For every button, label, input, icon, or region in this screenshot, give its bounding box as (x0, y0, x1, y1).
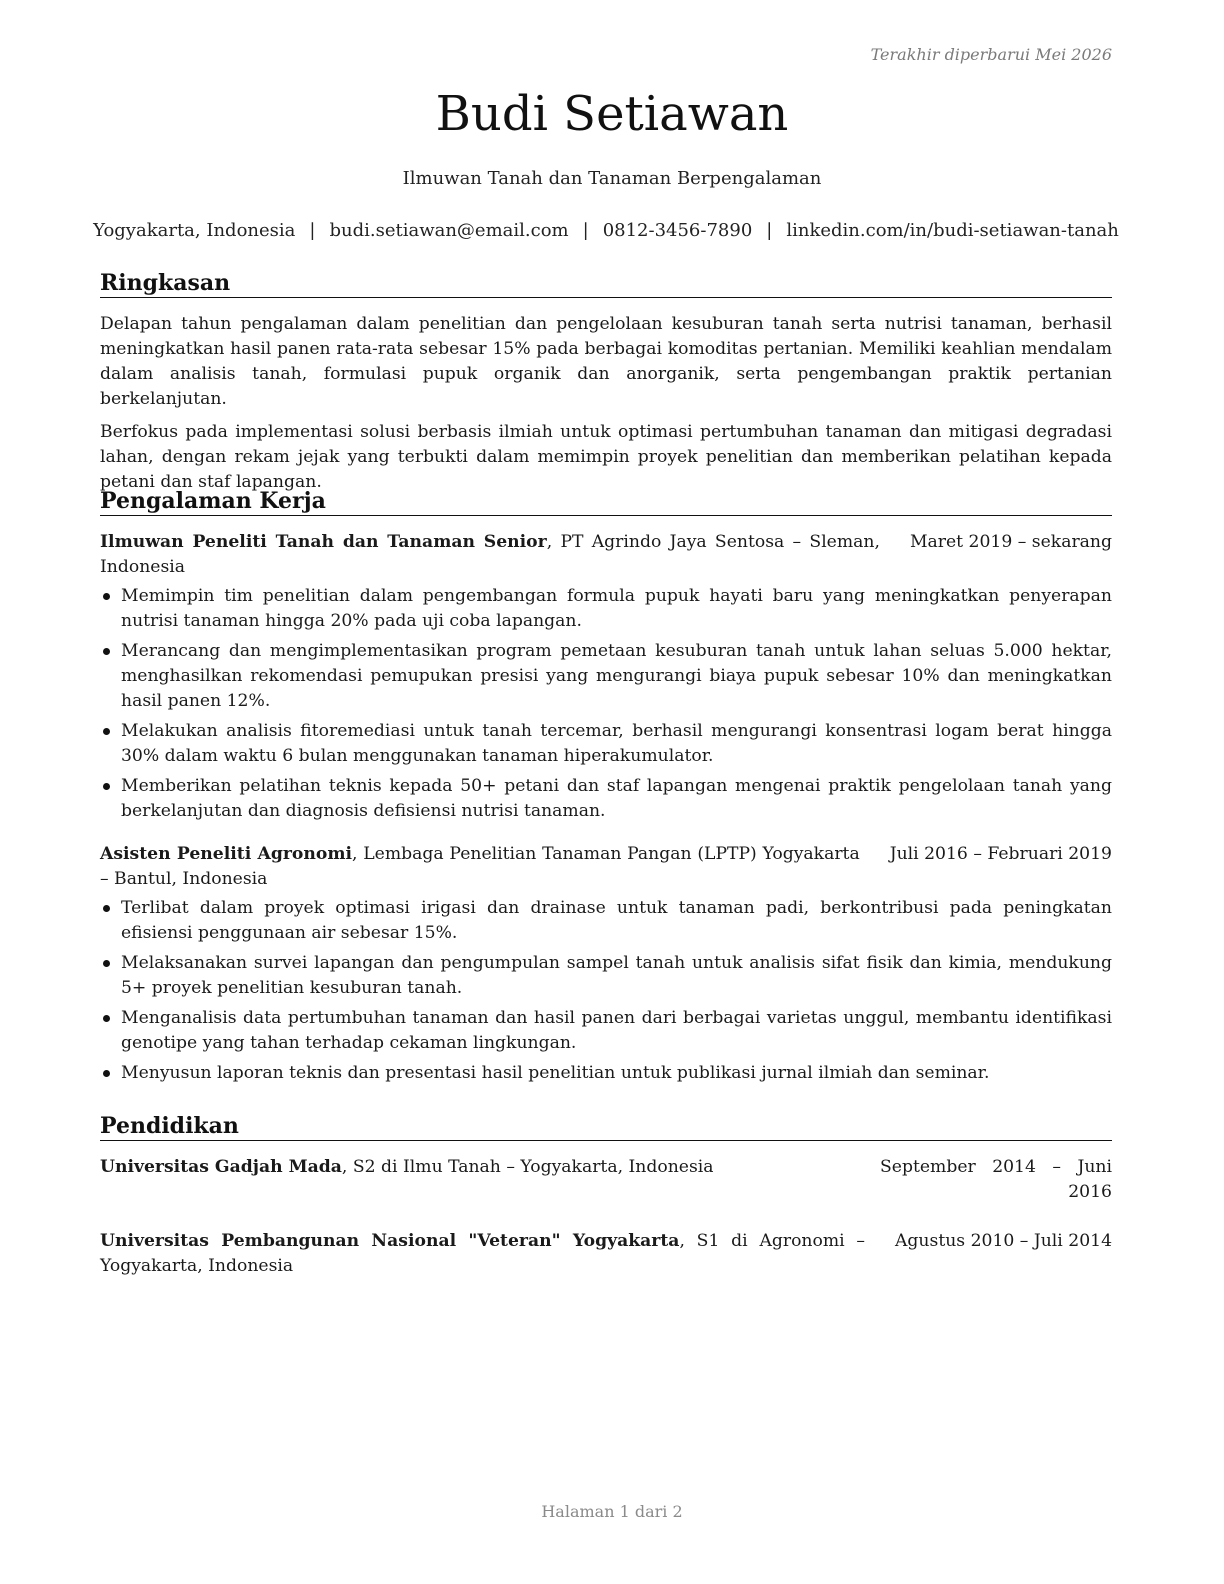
education-entry (100, 1229, 1112, 1279)
contact-phone: 0812-3456-7890 (602, 220, 753, 241)
bullet-icon (103, 648, 110, 655)
job-entry (100, 530, 1112, 824)
summary-paragraph: Delapan tahun pengalaman dalam penelitian dan pengelolaan kesuburan tanah serta nutrisi tanaman, berhasil meningkatkan hasil panen rata-rata sebesar 15% pada berbagai komoditas pertanian. Memiliki keahlian mendalam dalam analisis tanah, formulasi pupuk organik dan anorganik, serta pengembangan praktik pertanian berkelanjutan. (100, 314, 1112, 409)
bullet-text: Memberikan pelatihan teknis kepada 50+ petani dan staf lapangan mengenai praktik pengelolaan tanah yang berkelanjutan dan diagnosis defisiensi nutrisi tanaman. (121, 776, 1112, 821)
education-school: Universitas Gadjah Mada (100, 1157, 342, 1177)
bullet-icon (103, 593, 110, 600)
job-bullets (100, 896, 1112, 1086)
bullet-text: Menyusun laporan teknis dan presentasi hasil penelitian untuk publikasi jurnal ilmiah dan seminar. (121, 1063, 990, 1083)
job-dates: Maret 2019 – sekarang (909, 532, 1112, 552)
headline: Ilmuwan Tanah dan Tanaman Berpengalaman (402, 168, 822, 189)
list-item (100, 584, 1112, 634)
education-detail: , S1 di Agronomi – Yogyakarta, Indonesia (100, 1231, 866, 1276)
bullet-icon (103, 728, 110, 735)
bullet-icon (103, 1015, 110, 1022)
job-dates: Juli 2016 – Februari 2019 (889, 844, 1112, 864)
job-bullets (100, 584, 1112, 824)
job-title-line (100, 842, 860, 892)
section-title-experience: Pengalaman Kerja (100, 488, 1112, 516)
bullet-text: Melaksanakan survei lapangan dan pengumpulan sampel tanah untuk analisis sifat fisik dan kimia, mendukung 5+ proyek penelitian kesuburan tanah. (121, 953, 1112, 998)
list-item (100, 896, 1112, 946)
list-item (100, 774, 1112, 824)
list-item (100, 639, 1112, 714)
bullet-text: Terlibat dalam proyek optimasi irigasi dan drainase untuk tanaman padi, berkontribusi pada peningkatan efisiensi penggunaan air sebesar 15%. (121, 898, 1112, 943)
section-title-education: Pendidikan (100, 1113, 1112, 1141)
last-updated: Terakhir diperbarui Mei 2026 (870, 45, 1112, 64)
resume-name: Budi Setiawan (435, 86, 789, 142)
job-role: Ilmuwan Peneliti Tanah dan Tanaman Senior (100, 532, 547, 552)
contact-separator: | (309, 220, 316, 241)
job-title-line (100, 530, 880, 580)
contact-location: Yogyakarta, Indonesia (93, 220, 296, 241)
summary-section (100, 270, 1112, 495)
education-line (100, 1229, 865, 1279)
education-entry (100, 1155, 1112, 1205)
list-item (100, 1006, 1112, 1056)
job-header (100, 842, 1112, 892)
list-item (100, 719, 1112, 769)
education-school: Universitas Pembangunan Nasional "Veteran" Yogyakarta (100, 1231, 680, 1251)
experience-section (100, 488, 1112, 1091)
contact-line (93, 220, 1119, 241)
education-detail: , S2 di Ilmu Tanah – Yogyakarta, Indonesia (341, 1157, 714, 1177)
bullet-icon (103, 960, 110, 967)
bullet-icon (103, 905, 110, 912)
summary-paragraph: Berfokus pada implementasi solusi berbasis ilmiah untuk optimasi pertumbuhan tanaman dan mitigasi degradasi lahan, dengan rekam jejak yang terbukti dalam memimpin proyek penelitian dan memberikan pelatihan kepada petani dan staf lapangan. (100, 422, 1112, 492)
job-organization: , PT Agrindo Jaya Sentosa – Sleman, Indonesia (100, 532, 880, 577)
contact-separator: | (766, 220, 773, 241)
job-header (100, 530, 1112, 580)
list-item (100, 1061, 1112, 1086)
job-organization: , Lembaga Penelitian Tanaman Pangan (LPTP) Yogyakarta – Bantul, Indonesia (100, 844, 860, 889)
job-role: Asisten Peneliti Agronomi (100, 844, 353, 864)
list-item (100, 951, 1112, 1001)
bullet-icon (103, 783, 110, 790)
page-number: Halaman 1 dari 2 (541, 1502, 683, 1521)
contact-linkedin-link[interactable]: linkedin.com/in/budi-setiawan-tanah (786, 220, 1119, 241)
bullet-text: Melakukan analisis fitoremediasi untuk tanah tercemar, berhasil mengurangi konsentrasi logam berat hingga 30% dalam waktu 6 bulan menggunakan tanaman hiperakumulator. (121, 721, 1112, 766)
bullet-text: Memimpin tim penelitian dalam pengembangan formula pupuk hayati baru yang meningkatkan penyerapan nutrisi tanaman hingga 20% pada uji coba lapangan. (121, 586, 1112, 631)
section-title-summary: Ringkasan (100, 270, 1112, 298)
bullet-icon (103, 1070, 110, 1077)
contact-separator: | (582, 220, 589, 241)
education-dates: September 2014 – Juni 2016 (880, 1157, 1112, 1202)
education-section (100, 1113, 1112, 1279)
bullet-text: Merancang dan mengimplementasikan program pemetaan kesuburan tanah untuk lahan seluas 5.000 hektar, menghasilkan rekomendasi pemupukan presisi yang mengurangi biaya pupuk sebesar 10% dan meningkatkan hasil panen 12%. (121, 641, 1112, 711)
education-dates: Agustus 2010 – Juli 2014 (895, 1231, 1112, 1251)
education-line (100, 1155, 850, 1205)
bullet-text: Menganalisis data pertumbuhan tanaman dan hasil panen dari berbagai varietas unggul, membantu identifikasi genotipe yang tahan terhadap cekaman lingkungan. (121, 1008, 1112, 1053)
job-entry (100, 842, 1112, 1086)
contact-email-link[interactable]: budi.setiawan@email.com (329, 220, 569, 241)
